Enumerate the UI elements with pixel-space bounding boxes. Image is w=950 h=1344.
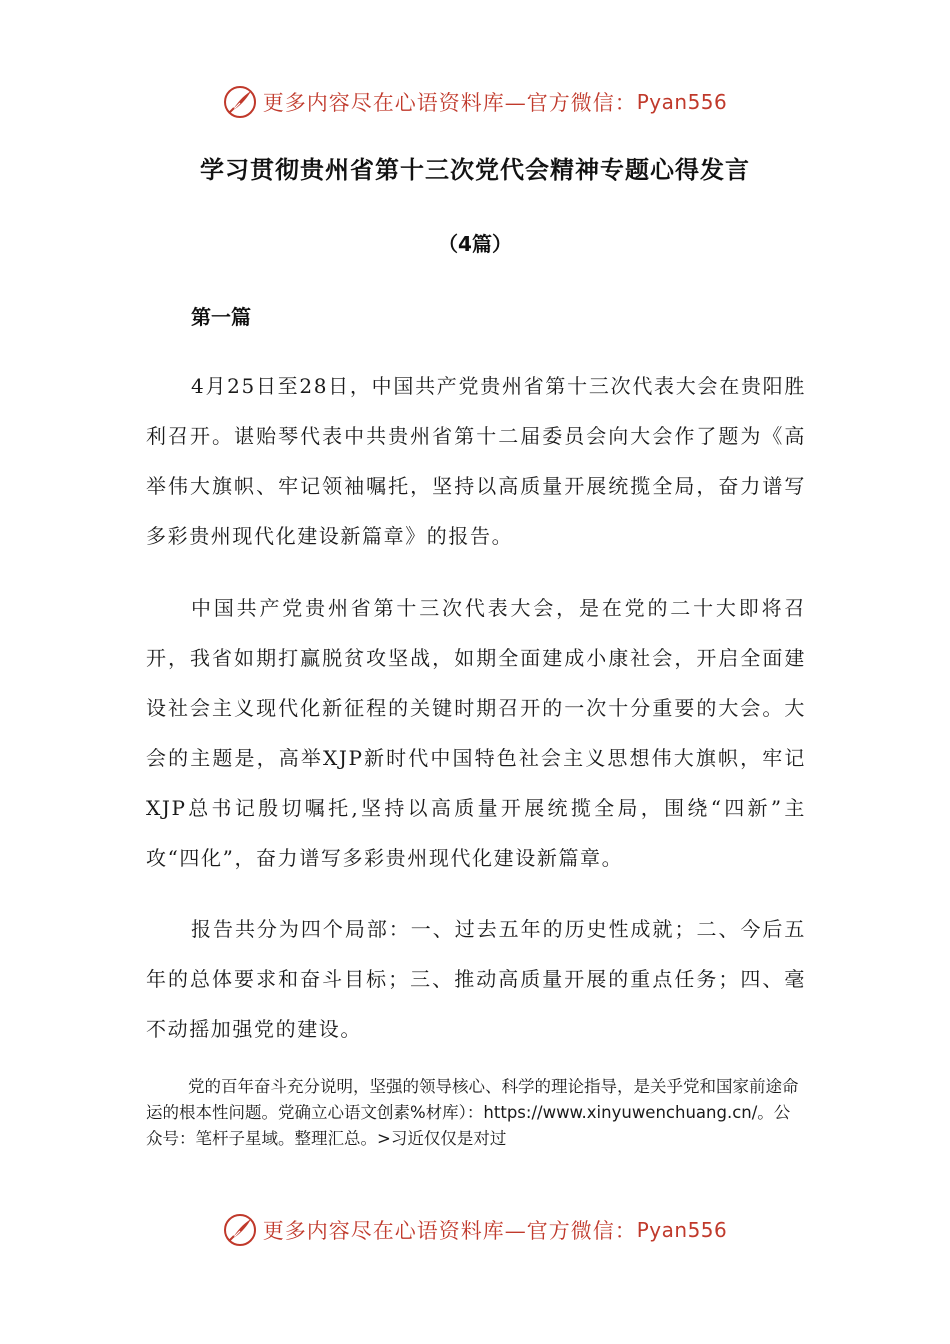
paragraph-3: 报告共分为四个局部：一、过去五年的历史性成就；二、今后五年的总体要求和奋斗目标；三、推动高质量开展的重点任务；四、毫不动摇加强党的建设。 — [146, 917, 806, 1041]
quill-logo-icon — [223, 85, 257, 119]
wechat-id: Pyan556 — [636, 1218, 728, 1242]
quill-logo-icon — [223, 1213, 257, 1247]
document-subtitle: （4篇） — [438, 232, 512, 256]
banner-text: 更多内容尽在心语资料库—官方微信： — [262, 91, 637, 115]
banner-text: 更多内容尽在心语资料库—官方微信： — [262, 1219, 637, 1243]
paragraph-1: 4月25日至28日，中国共产党贵州省第十三次代表大会在贵阳胜利召开。谌贻琴代表中共贵州省第十二届委员会向大会作了题为《高举伟大旗帜、牢记领袖嘱托，坚持以高质量开展统揽全局，奋力谱写多彩贵州现代化建设新篇章》的报告。 — [146, 374, 806, 548]
section-heading: 第一篇 — [191, 305, 251, 329]
footer-watermark-banner — [0, 1210, 950, 1250]
document-title: 学习贯彻贵州省第十三次党代会精神专题心得发言 — [200, 156, 750, 184]
wechat-id: Pyan556 — [636, 90, 728, 114]
paragraph-2: 中国共产党贵州省第十三次代表大会，是在党的二十大即将召开，我省如期打赢脱贫攻坚战，如期全面建成小康社会，开启全面建设社会主义现代化新征程的关键时期召开的一次十分重要的大会。大会的主题是，高举XJP新时代中国特色社会主义思想伟大旗帜，牢记XJP总书记殷切嘱托,坚持以高质量开展统揽全局，围绕“四新”主攻“四化”，奋力谱写多彩贵州现代化建设新篇章。 — [146, 596, 806, 870]
header-watermark-banner — [0, 82, 950, 122]
paragraph-4: 党的百年奋斗充分说明，坚强的领导核心、科学的理论指导，是关乎党和国家前途命运的根本性问题。党确立心语文创素%材库）：https://www.xinyuwenchuang.cn/。公众号：笔杆子星域。整理汇总。>习近仅仅是对过 — [146, 1077, 799, 1148]
